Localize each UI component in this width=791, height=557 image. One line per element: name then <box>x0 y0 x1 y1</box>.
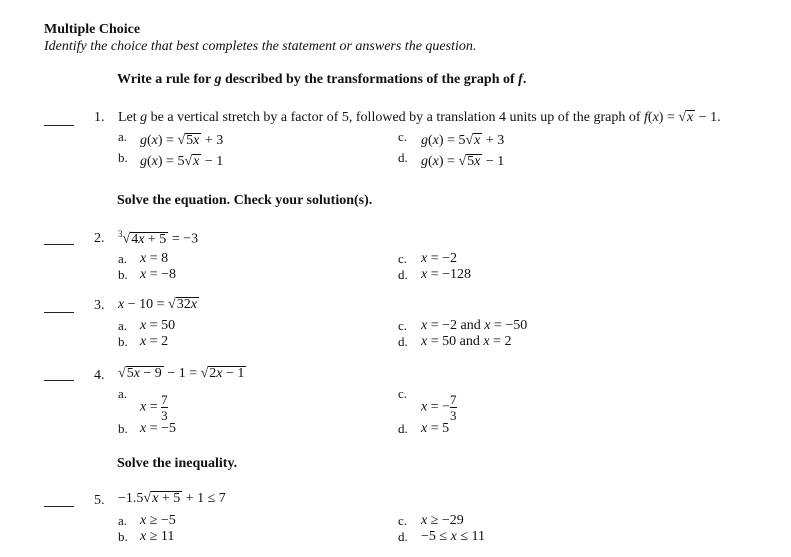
choice-label-4d: d. <box>398 421 408 436</box>
question-stem-3: x − 10 = √32x <box>118 297 197 312</box>
choice-4b[interactable]: x = −5 <box>140 421 177 436</box>
choice-label-1d: d. <box>398 150 408 165</box>
choice-3d[interactable]: x = 50 and x = 2 <box>421 334 512 349</box>
question-number-4: 4. <box>94 368 105 383</box>
choice-5c[interactable]: x ≥ −29 <box>421 513 464 528</box>
choice-label-5c: c. <box>398 513 408 528</box>
question-number-1: 1. <box>94 110 105 125</box>
answer-blank-3[interactable] <box>44 312 74 313</box>
choice-3a[interactable]: x = 50 <box>140 318 176 333</box>
answer-blank-4[interactable] <box>44 380 74 381</box>
question-stem-1: Let g be a vertical stretch by a factor of 5, followed by a translation 4 units up of the graph of f(x) = √x − 1. <box>118 110 721 125</box>
choice-5b[interactable]: x ≥ 11 <box>140 529 175 544</box>
choice-label-1b: b. <box>118 150 128 165</box>
choice-label-4c: c. <box>398 386 408 401</box>
choice-2d[interactable]: x = −128 <box>421 267 472 282</box>
section-title: Multiple Choice <box>44 22 141 37</box>
choice-4d[interactable]: x = 5 <box>421 421 450 436</box>
choice-4a[interactable]: x = $\frac{7}{3}$ <box>140 392 168 423</box>
question-stem-2: $^3$√4x + 5 = −3 <box>118 229 199 247</box>
choice-2a[interactable]: x = 8 <box>140 251 169 266</box>
choice-label-2b: b. <box>118 267 128 282</box>
section-heading-transformations: Write a rule for g described by the transformations of the graph of f. <box>117 72 527 87</box>
choice-3c[interactable]: x = −2 and x = −50 <box>421 318 528 333</box>
question-number-3: 3. <box>94 298 105 313</box>
choice-label-2d: d. <box>398 267 408 282</box>
choice-2c[interactable]: x = −2 <box>421 251 458 266</box>
section-heading-inequality: Solve the inequality. <box>117 456 238 471</box>
choice-label-5b: b. <box>118 529 128 544</box>
question-stem-4: √5x − 9 − 1 = √2x − 1 <box>118 366 245 381</box>
answer-blank-2[interactable] <box>44 244 74 245</box>
question-stem-5: −1.5√x + 5 + 1 ≤ 7 <box>118 491 226 506</box>
choice-1c[interactable]: g(x) = 5√x + 3 <box>421 133 505 148</box>
choice-label-3b: b. <box>118 334 128 349</box>
choice-label-5a: a. <box>118 513 128 528</box>
choice-label-3d: d. <box>398 334 408 349</box>
choice-3b[interactable]: x = 2 <box>140 334 169 349</box>
instructions: Identify the choice that best completes the statement or answers the question. <box>44 39 477 54</box>
choice-label-1a: a. <box>118 129 128 144</box>
question-number-2: 2. <box>94 231 105 246</box>
choice-1d[interactable]: g(x) = √5x − 1 <box>421 154 505 169</box>
choice-label-3c: c. <box>398 318 408 333</box>
choice-label-2a: a. <box>118 251 128 266</box>
choice-1a[interactable]: g(x) = √5x + 3 <box>140 133 224 148</box>
choice-1b[interactable]: g(x) = 5√x − 1 <box>140 154 224 169</box>
choice-label-3a: a. <box>118 318 128 333</box>
choice-5d[interactable]: −5 ≤ x ≤ 11 <box>421 529 485 544</box>
choice-label-5d: d. <box>398 529 408 544</box>
choice-label-2c: c. <box>398 251 408 266</box>
section-heading-solve-equation: Solve the equation. Check your solution(s). <box>117 193 373 208</box>
question-number-5: 5. <box>94 493 105 508</box>
answer-blank-1[interactable] <box>44 125 74 126</box>
choice-label-4b: b. <box>118 421 128 436</box>
choice-4c[interactable]: x = − $\frac{7}{3}$ <box>421 392 457 423</box>
answer-blank-5[interactable] <box>44 506 74 507</box>
choice-label-1c: c. <box>398 129 408 144</box>
choice-5a[interactable]: x ≥ −5 <box>140 513 176 528</box>
choice-2b[interactable]: x = −8 <box>140 267 177 282</box>
choice-label-4a: a. <box>118 386 128 401</box>
